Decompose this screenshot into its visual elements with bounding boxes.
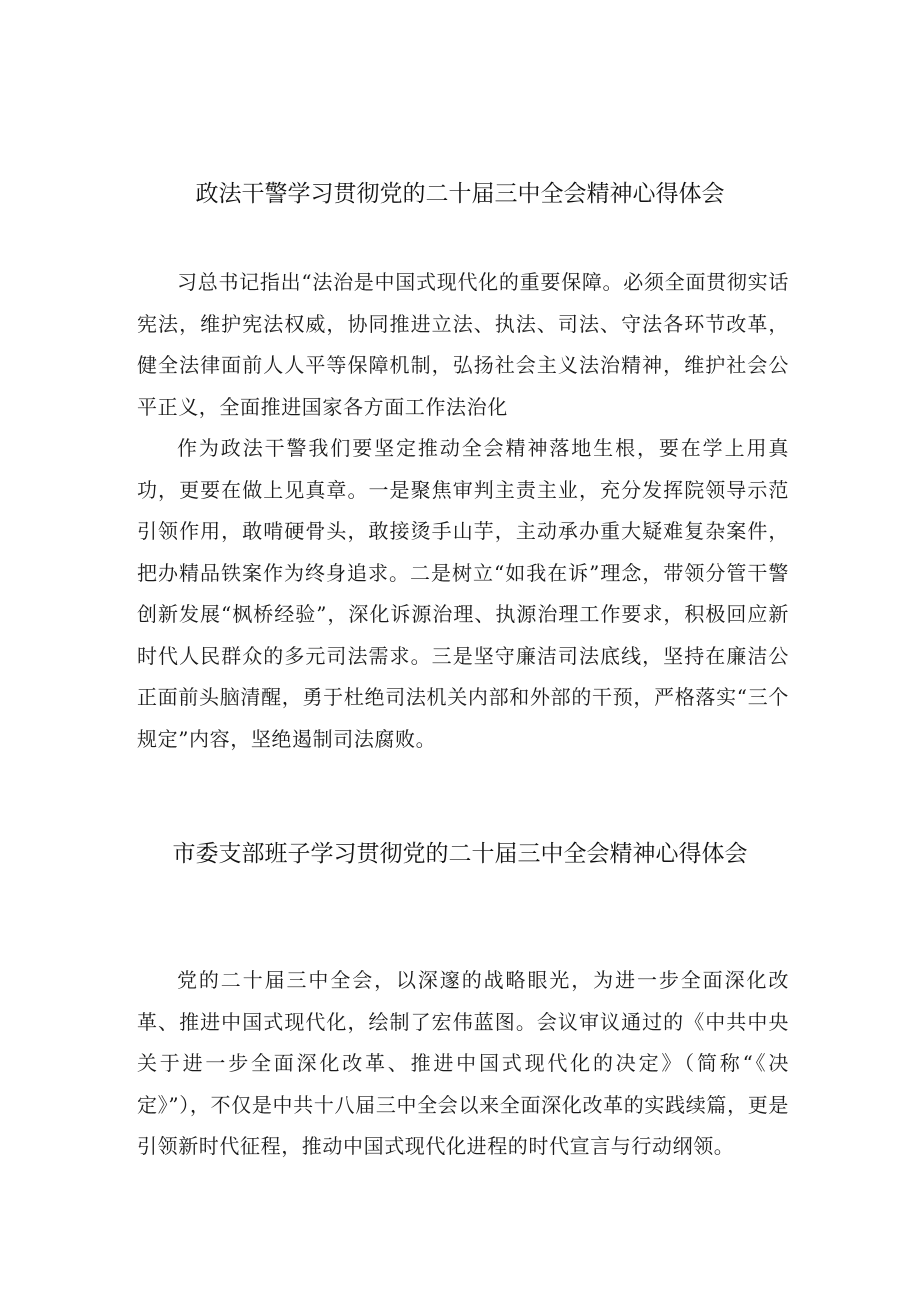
section-1-paragraph-1: 习总书记指出“法治是中国式现代化的重要保障。必须全面贯彻实话宪法，维护宪法权威，协同推进立法、执法、司法、守法各环节改革，健全法律面前人人平等保障机制，弘扬社会主义法治精神，维护社会公平正义，全面推进国家各方面工作法治化 <box>137 270 789 419</box>
section-1-title: 政法干警学习贯彻党的二十届三中全会精神心得体会 <box>195 181 725 207</box>
section-1-paragraph-2: 作为政法干警我们要坚定推动全会精神落地生根，要在学上用真功，更要在做上见真章。一是聚焦审判主责主业，充分发挥院领导示范引领作用，敢啃硬骨头，敢接烫手山芋，主动承办重大疑难复杂案件，把办精品铁案作为终身追求。二是树立“如我在诉”理念，带领分管干警创新发展“枫桥经验”，深化诉源治理、执源治理工作要求，积极回应新时代人民群众的多元司法需求。三是坚守廉洁司法底线，坚持在廉洁公正面前头脑清醒，勇于杜绝司法机关内部和外部的干预，严格落实“三个规定”内容，坚绝遏制司法腐败。 <box>137 436 789 751</box>
section-2-title: 市委支部班子学习贯彻党的二十届三中全会精神心得体会 <box>172 841 748 867</box>
section-2-paragraph-1: 党的二十届三中全会，以深邃的战略眼光，为进一步全面深化改革、推进中国式现代化，绘制了宏伟蓝图。会议审议通过的《中共中央关于进一步全面深化改革、推进中国式现代化的决定》（简称“《决定》”），不仅是中共十八届三中全会以来全面深化改革的实践续篇，更是引领新时代征程，推动中国式现代化进程的时代宣言与行动纲领。 <box>137 968 789 1158</box>
